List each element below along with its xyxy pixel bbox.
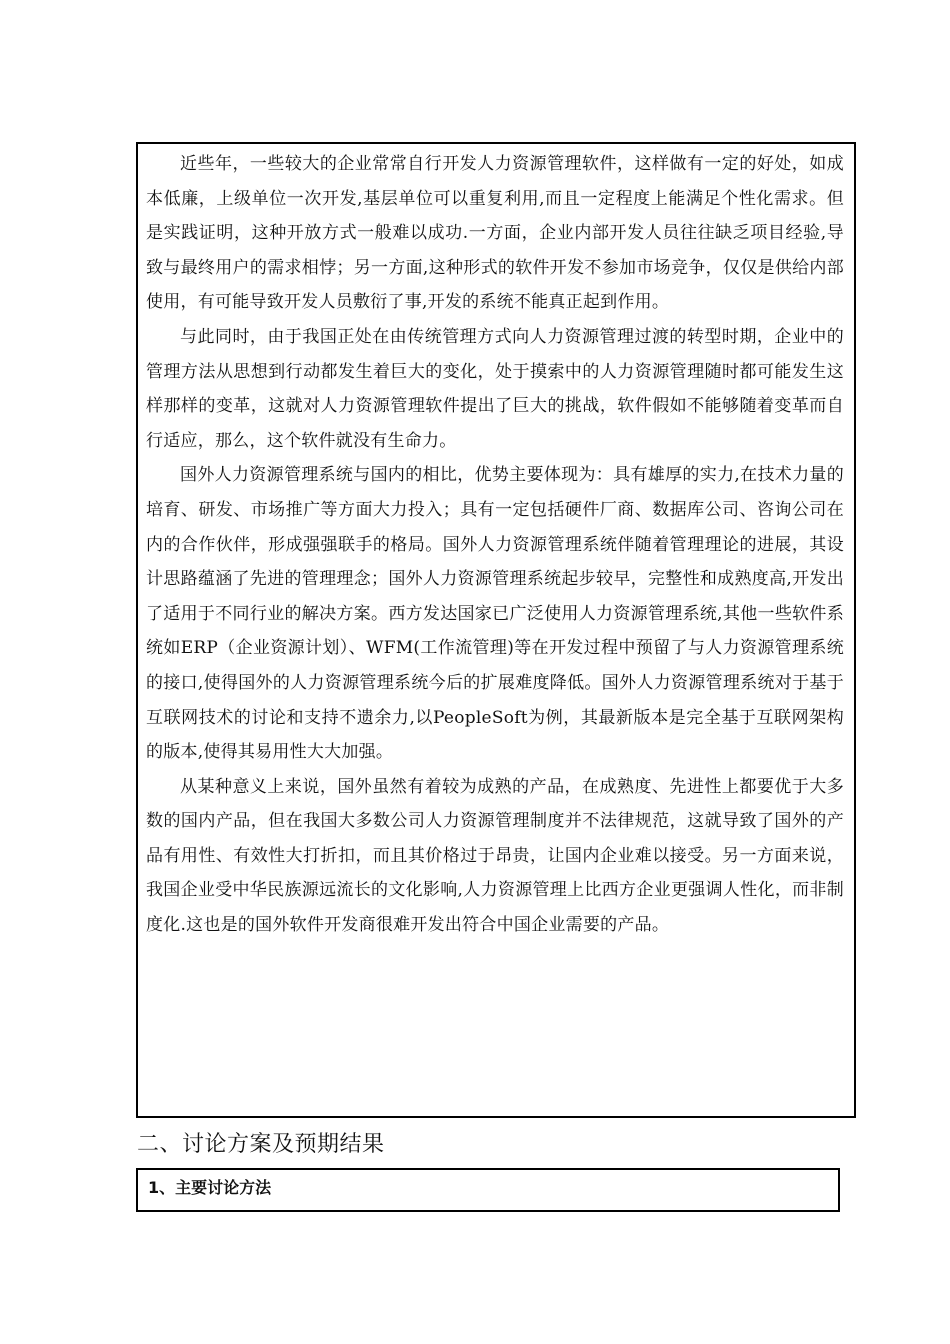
subsection-heading: 1、主要讨论方法: [148, 1178, 272, 1197]
paragraph-foreign-advantages: 国外人力资源管理系统与国内的相比，优势主要体现为：具有雄厚的实力,在技术力量的培育、研发、市场推广等方面大力投入；具有一定包括硬件厂商、数据库公司、咨询公司在内的合作伙伴，形成强强联手的格局。国外人力资源管理系统伴随着管理理论的进展，其设计思路蕴涵了先进的管理理念；国外人力资源管理系统起步较早，完整性和成熟度高,开发出了适用于不同行业的解决方案。西方发达国家已广泛使用人力资源管理系统,其他一些软件系统如ERP（企业资源计划）、WFM(工作流管理)等在开发过程中预留了与人力资源管理系统的接口,使得国外的人力资源管理系统今后的扩展难度降低。国外人力资源管理系统对于基于互联网技术的讨论和支持不遗余力,以PeopleSoft为例，其最新版本是完全基于互联网架构的版本,使得其易用性大大加强。: [146, 465, 844, 763]
subsection-box: [136, 1168, 840, 1212]
paragraph-self-development: 近些年，一些较大的企业常常自行开发人力资源管理软件，这样做有一定的好处，如成本低廉，上级单位一次开发,基层单位可以重复利用,而且一定程度上能满足个性化需求。但是实践证明，这种开放方式一般难以成功.一方面，企业内部开发人员往往缺乏项目经验,导致与最终用户的需求相悖；另一方面,这种形式的软件开发不参加市场竞争，仅仅是供给内部使用，有可能导致开发人员敷衍了事,开发的系统不能真正起到作用。: [146, 154, 844, 313]
paragraph-transition-period: 与此同时，由于我国正处在由传统管理方式向人力资源管理过渡的转型时期，企业中的管理方法从思想到行动都发生着巨大的变化，处于摸索中的人力资源管理随时都可能发生这样那样的变革，这就对人力资源管理软件提出了巨大的挑战，软件假如不能够随着变革而自行适应，那么，这个软件就没有生命力。: [146, 326, 844, 451]
paragraph-foreign-limitations: 从某种意义上来说，国外虽然有着较为成熟的产品，在成熟度、先进性上都要优于大多数的国内产品，但在我国大多数公司人力资源管理制度并不法律规范，这就导致了国外的产品有用性、有效性大打折扣，而且其价格过于昂贵，让国内企业难以接受。另一方面来说，我国企业受中华民族源远流长的文化影响,人力资源管理上比西方企业更强调人性化，而非制度化.这也是的国外软件开发商很难开发出符合中国企业需要的产品。: [146, 776, 844, 936]
section-heading: 二、讨论方案及预期结果: [137, 1132, 385, 1157]
background-text-box: [136, 142, 856, 1118]
